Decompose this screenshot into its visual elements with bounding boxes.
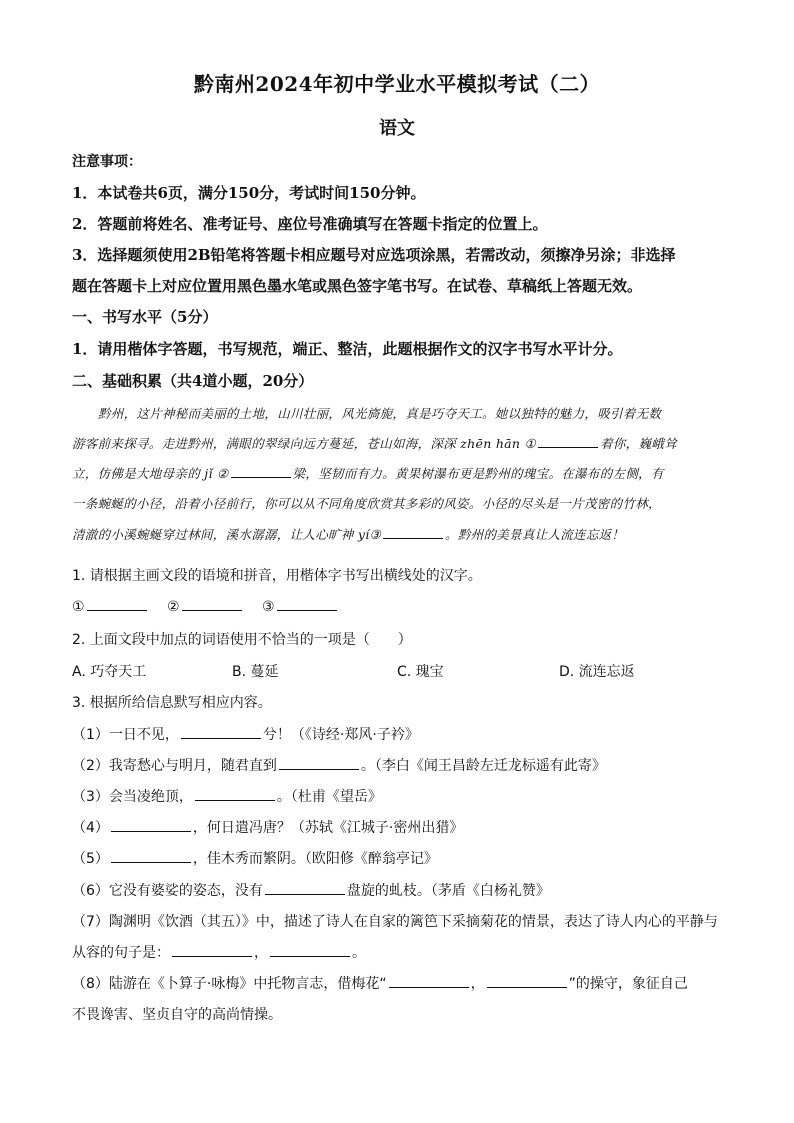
q3-blank-2[interactable]	[279, 757, 359, 770]
notice-item-1: 1．本试卷共6页，满分150分，考试时间150分钟。	[72, 184, 426, 202]
notice-item-3: 3．选择题须使用2B铅笔将答题卡相应题号对应选项涂黑，若需改动，须擦净另涂；非选择	[72, 246, 676, 264]
option-b[interactable]: B. 蔓延	[232, 664, 279, 680]
section2-heading: 二、基础积累（共4道小题，20分）	[72, 372, 314, 390]
q3-blank-6[interactable]	[265, 882, 345, 895]
q3-blank-7a[interactable]	[172, 944, 252, 957]
q3-blank-8b[interactable]	[487, 975, 567, 988]
blank-1[interactable]	[538, 435, 598, 448]
section1-heading: 一、书写水平（5分）	[72, 308, 218, 326]
notice-heading: 注意事项：	[72, 154, 142, 170]
passage-line-4: 一条蜿蜒的小径，沿着小径前行，你可以从不同角度欣赏其多彩的风姿。小径的尽头是一片茂密的竹林，	[72, 496, 661, 511]
q3-part-7-line-2: 从容的句子是： ， 。	[72, 945, 366, 961]
q3-blank-8a[interactable]	[389, 975, 469, 988]
q3-part-2: （2）我寄愁心与明月，随君直到 。（李白《闻王昌龄左迁龙标遥有此寄》	[72, 758, 606, 774]
blank-2[interactable]	[231, 465, 291, 478]
question-2: 2. 上面文段中加点的词语使用不恰当的一项是（ ）	[72, 632, 412, 648]
q3-blank-5[interactable]	[111, 850, 191, 863]
blank-3[interactable]	[383, 526, 443, 539]
q3-part-5: （5） ，佳木秀而繁阴。（欧阳修《醉翁亭记》	[72, 851, 438, 867]
passage-line-5: 清澈的小溪蜿蜒穿过林间，溪水潺潺，让人心旷神 yí③ 。黔州的美景真让人流连忘返！	[72, 527, 625, 542]
q3-blank-1[interactable]	[181, 726, 261, 739]
q3-part-4: （4） ，何日遣冯唐？（苏轼《江城子·密州出猎》	[72, 820, 464, 836]
question-1-answers: ① ② ③	[72, 598, 722, 615]
answer-blank-2[interactable]	[182, 598, 242, 611]
answer-blank-1[interactable]	[87, 598, 147, 611]
question-3: 3. 根据所给信息默写相应内容。	[72, 695, 272, 711]
question-2-options	[72, 661, 722, 681]
option-a[interactable]: A. 巧夺天工	[72, 664, 147, 680]
q3-blank-3[interactable]	[195, 788, 275, 801]
option-c[interactable]: C. 瑰宝	[397, 664, 444, 680]
section1-item: 1．请用楷体字答题，书写规范，端正、整洁，此题根据作文的汉字书写水平计分。	[72, 340, 623, 358]
q3-part-7-line-1: （7）陶渊明《饮酒（其五）》中，描述了诗人在自家的篱笆下采摘菊花的情景，表达了诗人内心的平静与	[72, 914, 718, 930]
question-1: 1. 请根据主画文段的语境和拼音，用楷体字书写出横线处的汉字。	[72, 568, 482, 584]
q3-part-3: （3）会当凌绝顶， 。（杜甫《望岳》	[72, 789, 382, 805]
q3-blank-4[interactable]	[111, 819, 191, 832]
q3-part-1: （1）一日不见， 兮！（《诗经·郑风·子衿》	[72, 727, 419, 743]
answer-blank-3[interactable]	[277, 598, 337, 611]
option-d[interactable]: D. 流连忘返	[559, 664, 635, 680]
passage-line-1: 黔州，这片神秘而美丽的土地，山川壮丽，风光旖旎，真是巧夺天工。她以独特的魅力，吸引着无数	[98, 406, 662, 421]
q3-part-8-line-2: 不畏谗害、坚贞自守的高尚情操。	[72, 1007, 282, 1023]
passage-line-3: 立，仿佛是大地母亲的 jǐ ② 梁，坚韧而有力。黄果树瀑布更是黔州的瑰宝。在瀑布的左侧，有	[72, 466, 664, 481]
passage-line-2: 游客前来探寻。走进黔州，满眼的翠绿向远方蔓延，苍山如海，深深 zhēn hān ① 着你，巍峨耸	[72, 436, 677, 451]
notice-item-3-cont: 题在答题卡上对应位置用黑色墨水笔或黑色签字笔书写。在试卷、草稿纸上答题无效。	[72, 277, 643, 295]
exam-title: 黔南州2024年初中学业水平模拟考试（二）	[193, 72, 601, 96]
exam-subject: 语文	[379, 118, 415, 139]
q3-part-6: （6）它没有婆娑的姿态，没有 盘旋的虬枝。（茅盾《白杨礼赞》	[72, 883, 550, 899]
q3-blank-7b[interactable]	[270, 944, 350, 957]
notice-item-2: 2．答题前将姓名、准考证号、座位号准确填写在答题卡指定的位置上。	[72, 215, 548, 233]
q3-part-8-line-1: （8）陆游在《卜算子·咏梅》中托物言志，借梅花“ ， ”的操守，象征自己	[72, 976, 688, 992]
